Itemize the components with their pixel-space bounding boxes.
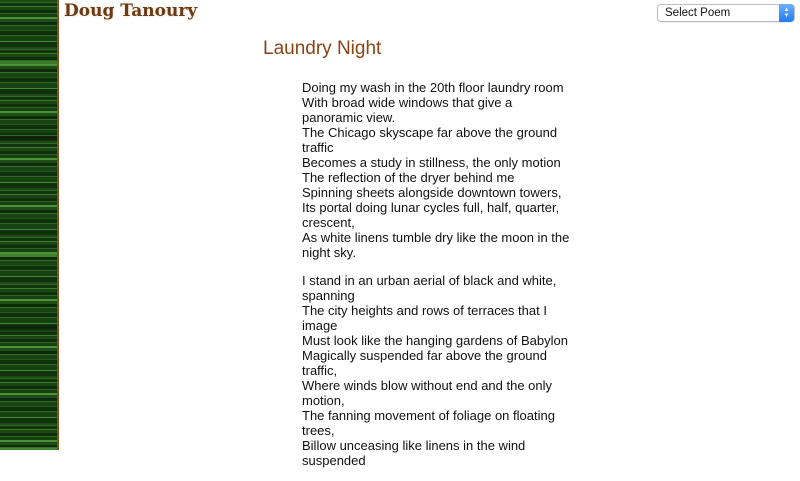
poem-line: The city heights and rows of terraces that I image — [302, 303, 547, 333]
poem-line: With broad wide windows that give a panoramic view. — [302, 95, 513, 125]
poem-line: Its portal doing lunar cycles full, half, quarter, crescent, — [302, 200, 560, 230]
poem-line: Becomes a study in stillness, the only motion — [302, 155, 561, 170]
select-poem-label: Select Poem — [665, 7, 731, 19]
poem-line: Magically suspended far above the ground traffic, — [302, 348, 547, 378]
poem-line: Must look like the hanging gardens of Babylon — [302, 333, 568, 348]
decorative-sidebar — [0, 0, 59, 450]
poem-line: The reflection of the dryer behind me — [302, 170, 515, 185]
poem-line: Billow unceasing like linens in the wind suspended — [302, 438, 526, 468]
poem-body — [302, 80, 570, 481]
stanza — [302, 273, 570, 468]
poem-line: The fanning movement of foliage on floating trees, — [302, 408, 555, 438]
poem-line: Spinning sheets alongside downtown towers, — [302, 185, 562, 200]
poem-title: Laundry Night — [263, 38, 382, 59]
poem-line: As white linens tumble dry like the moon in the night sky. — [302, 230, 570, 260]
poem-line: The Chicago skyscape far above the ground traffic — [302, 125, 558, 155]
site-title[interactable]: Doug Tanoury — [64, 1, 198, 21]
chevron-up-down-icon: ▲ ▼ — [779, 4, 794, 22]
poem-line: Doing my wash in the 20th floor laundry room — [302, 80, 564, 95]
poem-line: Where winds blow without end and the only motion, — [302, 378, 553, 408]
stanza — [302, 80, 570, 260]
select-poem-dropdown[interactable] — [657, 4, 795, 22]
poem-line: I stand in an urban aerial of black and white, spanning — [302, 273, 557, 303]
